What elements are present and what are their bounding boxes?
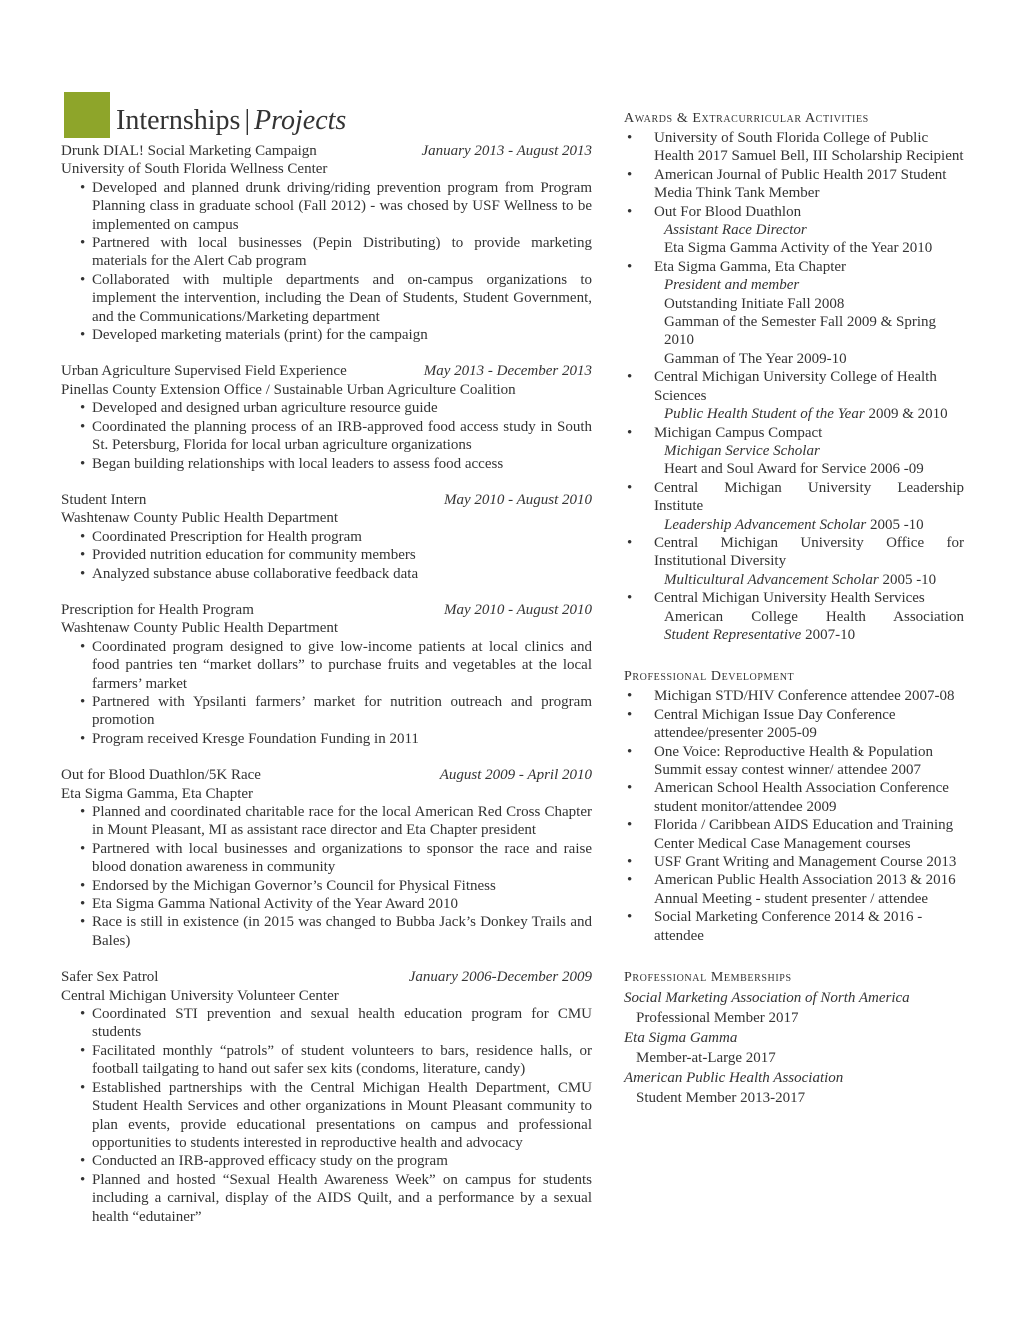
title-separator: | <box>244 105 251 136</box>
job-entry <box>61 968 592 1226</box>
award-role: President and member <box>664 277 800 294</box>
profdev-item: • American School Health Association Conference student monitor/attendee 2009 <box>624 779 964 816</box>
job-bullet: • Provided nutrition education for community members <box>61 546 592 564</box>
award-role: Assistant Race Director <box>664 222 807 239</box>
job-org: Pinellas County Extension Office / Sustainable Urban Agriculture Coalition <box>61 381 516 398</box>
job-bullet: • Coordinated STI prevention and sexual health education program for CMU students <box>61 1005 592 1042</box>
job-bullet: • Established partnerships with the Central Michigan Health Department, CMU Student Health Services and other organizations in Mount Pleasant community to plan events, provide educational presentations on campus and professional opportunities to students interested in reproductive health and advocacy <box>61 1079 592 1153</box>
profdev-item: • One Voice: Reproductive Health & Population Summit essay contest winner/ attendee 2007 <box>624 743 964 780</box>
job-date: May 2010 - August 2010 <box>443 491 592 508</box>
job-bullet: • Partnered with local businesses and organizations to sponsor the race and raise blood donation awareness in community <box>61 840 592 877</box>
award-role-line: Public Health Student of the Year 2009 & 2010 <box>664 406 948 423</box>
award-item: • American Journal of Public Health 2017 Student Media Think Tank Member <box>624 166 964 203</box>
section-title: Professional Memberships <box>624 970 792 986</box>
award-item: • University of South Florida College of Public Health 2017 Samuel Bell, III Scholarship Recipient <box>624 129 964 166</box>
title-main: Internships <box>116 105 241 136</box>
job-bullet: • Collaborated with multiple departments and on-campus organizations to implement the intervention, including the Dean of Students, Student Government, and the Communications/Marketing department <box>61 271 592 326</box>
job-bullet: • Facilitated monthly “patrols” of student volunteers to bars, residence halls, or football tailgating to hand out safer sex kits (condoms, literature, candy) <box>61 1042 592 1079</box>
job-date: May 2010 - August 2010 <box>443 601 592 618</box>
section-header <box>64 92 592 138</box>
job-title: Out for Blood Duathlon/5K Race <box>61 767 261 784</box>
award-detail: Eta Sigma Gamma Activity of the Year 2010 <box>664 240 933 257</box>
job-bullet: • Program received Kresge Foundation Funding in 2011 <box>61 730 592 748</box>
membership-org: American Public Health Association <box>624 1070 844 1087</box>
job-entry <box>61 142 592 344</box>
award-item: • Michigan Campus Compact Michigan Service Scholar Heart and Soul Award for Service 2006 -09 <box>624 424 964 479</box>
job-title: Drunk DIAL! Social Marketing Campaign <box>61 143 317 159</box>
left-column <box>61 92 592 1244</box>
job-bullet: • Coordinated Prescription for Health program <box>61 528 592 546</box>
job-bullet: • Developed and designed urban agriculture resource guide <box>61 399 592 417</box>
job-org: University of South Florida Wellness Center <box>61 161 328 178</box>
award-detail: American College Health Association <box>664 608 964 625</box>
section-title: Awards & Extracurricular Activities <box>624 111 869 126</box>
award-detail: Gamman of the Semester Fall 2009 & Spring 2010 <box>664 314 937 349</box>
membership-role: Member-at-Large 2017 <box>636 1050 776 1067</box>
award-detail: Gamman of The Year 2009-10 <box>664 350 847 367</box>
profdev-item: • Florida / Caribbean AIDS Education and Training Center Medical Case Management courses <box>624 816 964 853</box>
award-role: Michigan Service Scholar <box>664 442 820 459</box>
job-bullet: • Planned and hosted “Sexual Health Awareness Week” on campus for students including a carnival, display of the AIDS Quilt, and a performance by a sexual health “edutainer” <box>61 1171 592 1226</box>
job-entry <box>61 766 592 950</box>
job-bullet: • Partnered with local businesses (Pepin Distributing) to provide marketing materials for the Alert Cab program <box>61 234 592 271</box>
job-title: Safer Sex Patrol <box>61 969 159 986</box>
job-title: Prescription for Health Program <box>61 601 254 618</box>
job-bullet: • Endorsed by the Michigan Governor’s Council for Physical Fitness <box>61 877 592 895</box>
job-title: Student Intern <box>61 491 147 508</box>
job-org: Eta Sigma Gamma, Eta Chapter <box>61 785 254 802</box>
membership-org: Social Marketing Association of North America <box>624 990 910 1007</box>
award-item: • Central Michigan University College of Health Sciences Public Health Student of the Year 2009 & 2010 <box>624 368 964 423</box>
accent-square <box>64 92 110 138</box>
award-item: • Central Michigan University Health Services American College Health Association Student Representative 2007-10 <box>624 589 964 644</box>
right-column <box>624 110 964 1126</box>
award-detail: Heart and Soul Award for Service 2006 -09 <box>664 461 924 478</box>
job-bullet: • Began building relationships with local leaders to assess food access <box>61 455 592 473</box>
award-item: • Out For Blood Duathlon Assistant Race Director Eta Sigma Gamma Activity of the Year 2010 <box>624 203 964 258</box>
job-date: January 2013 - August 2013 <box>421 143 592 159</box>
job-date: August 2009 - April 2010 <box>439 767 592 784</box>
award-item: • Eta Sigma Gamma, Eta Chapter President and member Outstanding Initiate Fall 2008 Gamman of the Semester Fall 2009 & Spring 2010 Gamman of The Year 2009-10 <box>624 258 964 368</box>
awards-section <box>624 110 964 644</box>
award-role-line: Multicultural Advancement Scholar 2005 -10 <box>664 571 937 588</box>
page-title <box>116 106 346 138</box>
memberships-section <box>624 969 964 1108</box>
profdev-section <box>624 668 964 945</box>
profdev-item: • Social Marketing Conference 2014 & 2016 - attendee <box>624 908 964 945</box>
award-item: • Central Michigan University Leadership Institute Leadership Advancement Scholar 2005 -10 <box>624 479 964 534</box>
job-bullet: • Planned and coordinated charitable race for the local American Red Cross Chapter in Mount Pleasant, MI as assistant race director and Eta Chapter president <box>61 803 592 840</box>
profdev-item: • USF Grant Writing and Management Course 2013 <box>624 853 964 871</box>
job-date: January 2006-December 2009 <box>408 969 592 986</box>
award-role-line: Leadership Advancement Scholar 2005 -10 <box>664 516 924 533</box>
profdev-item: • Central Michigan Issue Day Conference attendee/presenter 2005-09 <box>624 706 964 743</box>
job-title: Urban Agriculture Supervised Field Experience <box>61 363 347 380</box>
job-bullet: • Partnered with Ypsilanti farmers’ market for nutrition outreach and program promotion <box>61 693 592 730</box>
profdev-item: • American Public Health Association 2013 & 2016 Annual Meeting - student presenter / attendee <box>624 871 964 908</box>
job-bullet: • Coordinated program designed to give low-income patients at local clinics and food pantries ten “market dollars” to purchase fruits and vegetables at the local farmers’ market <box>61 638 592 693</box>
job-bullet: • Coordinated the planning process of an IRB-approved food access study in South St. Petersburg, Florida for local urban agriculture organizations <box>61 418 592 455</box>
job-org: Central Michigan University Volunteer Center <box>61 987 339 1004</box>
profdev-item: • Michigan STD/HIV Conference attendee 2007-08 <box>624 687 964 705</box>
job-bullet: • Analyzed substance abuse collaborative feedback data <box>61 565 592 583</box>
membership-role: Student Member 2013-2017 <box>636 1090 806 1107</box>
job-entry <box>61 362 592 472</box>
job-bullet: • Eta Sigma Gamma National Activity of the Year Award 2010 <box>61 895 592 913</box>
title-italic: Projects <box>254 105 347 136</box>
section-title: Professional Development <box>624 669 795 685</box>
award-detail: Outstanding Initiate Fall 2008 <box>664 295 845 312</box>
job-bullet: • Conducted an IRB-approved efficacy study on the program <box>61 1152 592 1170</box>
job-org: Washtenaw County Public Health Department <box>61 510 339 527</box>
job-bullet: • Developed marketing materials (print) for the campaign <box>61 326 592 344</box>
membership-role: Professional Member 2017 <box>636 1010 799 1027</box>
job-date: May 2013 - December 2013 <box>423 363 592 380</box>
membership-org: Eta Sigma Gamma <box>624 1030 738 1047</box>
job-org: Washtenaw County Public Health Department <box>61 620 339 637</box>
job-entry <box>61 601 592 748</box>
job-bullet: • Developed and planned drunk driving/riding prevention program from Program Planning class in graduate school (Fall 2012) - was chosed by USF Wellness to be implemented on campus <box>61 179 592 234</box>
award-role-line: Student Representative 2007-10 <box>664 626 856 643</box>
job-entry <box>61 491 592 583</box>
job-bullet: • Race is still in existence (in 2015 was changed to Bubba Jack’s Donkey Trails and Bales) <box>61 913 592 950</box>
award-item: • Central Michigan University Office for Institutional Diversity Multicultural Advancement Scholar 2005 -10 <box>624 534 964 589</box>
